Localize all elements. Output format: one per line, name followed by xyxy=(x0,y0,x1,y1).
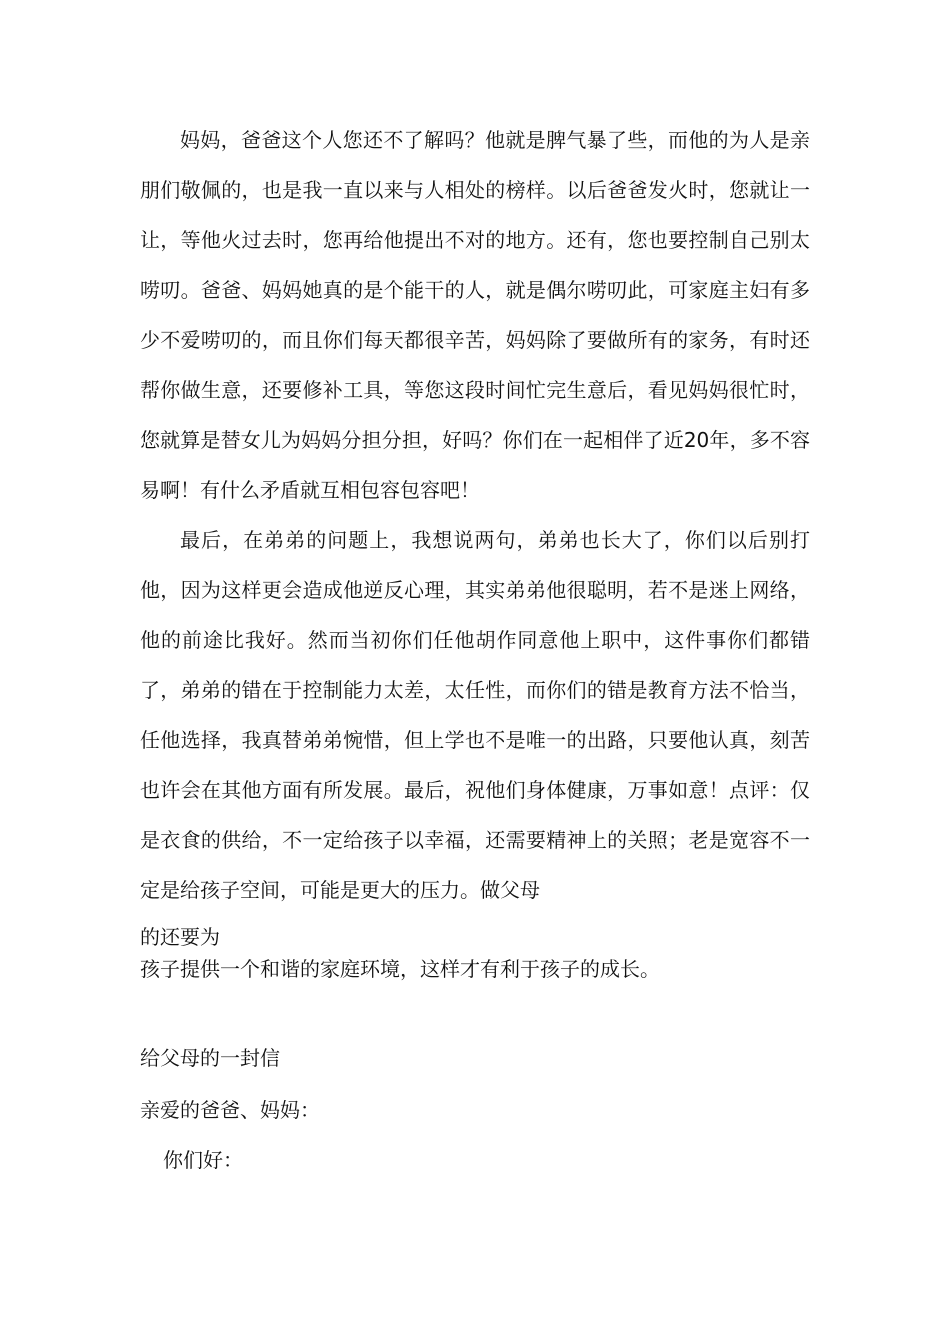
text-line: 的还要为 xyxy=(140,925,220,949)
letter-greeting: 你们好： xyxy=(163,1148,243,1172)
body-paragraph: 最后，在弟弟的问题上，我想说两句，弟弟也长大了，你们以后别打他，因为这样更会造成他逆反心理，其实弟弟他很聪明，若不是迷上网络，他的前途比我好。然而当初你们任他胡作同意他上职中，这件事你们都错了，弟弟的错在于控制能力太差，太任性，而你们的错是教育方法不恰当，任他选择，我真替弟弟惋惜，但上学也不是唯一的出路，只要他认真，刻苦也许会在其他方面有所发展。最后，祝他们身体健康，万事如意！点评：仅是衣食的供给，不一定给孩子以幸福，还需要精神上的关照；老是宽容不一定是给孩子空间，可能是更大的压力。做父母 xyxy=(140,528,810,902)
letter-salutation: 亲爱的爸爸、妈妈： xyxy=(140,1098,320,1122)
text-line: 孩子提供一个和谐的家庭环境，这样才有利于孩子的成长。 xyxy=(140,957,660,981)
body-paragraph: 妈妈，爸爸这个人您还不了解吗？他就是脾气暴了些，而他的为人是亲朋们敬佩的，也是我一直以来与人相处的榜样。以后爸爸发火时，您就让一让，等他火过去时，您再给他提出不对的地方。还有，您也要控制自己别太唠叨。爸爸、妈妈她真的是个能干的人，就是偶尔唠叨此，可家庭主妇有多少不爱唠叨的，而且你们每天都很辛苦，妈妈除了要做所有的家务，有时还帮你做生意，还要修补工具，等您这段时间忙完生意后，看见妈妈很忙时，您就算是替女儿为妈妈分担分担，好吗？你们在一起相伴了近20年，多不容易啊！有什么矛盾就互相包容包容吧！ xyxy=(140,128,810,502)
letter-title: 给父母的一封信 xyxy=(140,1046,280,1070)
